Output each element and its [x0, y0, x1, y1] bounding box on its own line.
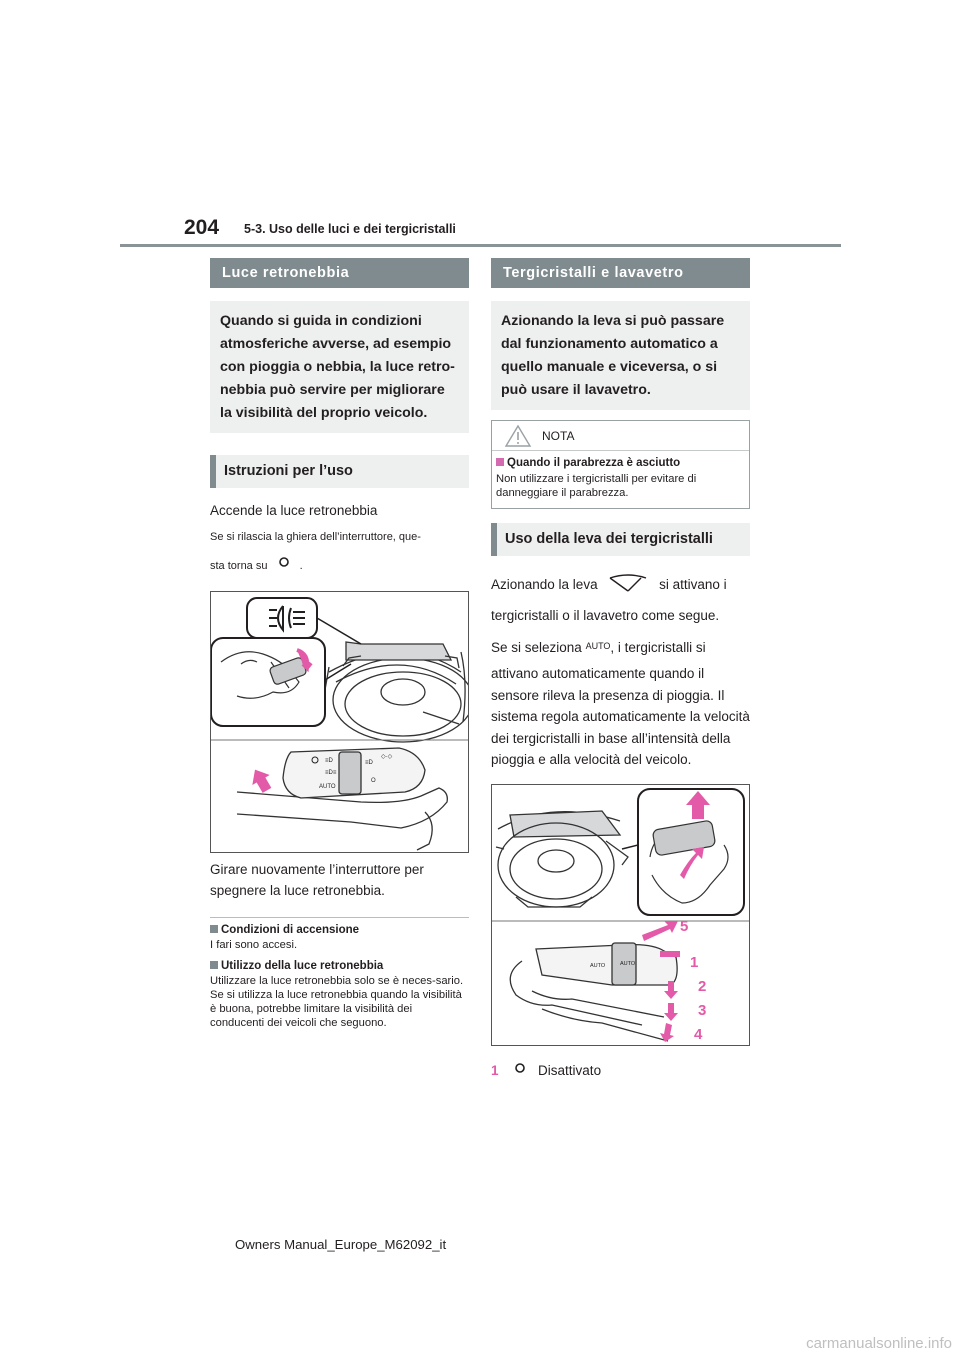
left-column — [210, 258, 469, 1030]
off-position-icon — [512, 1062, 528, 1076]
condition-title-usage — [210, 960, 469, 972]
sub-heading-wiper-lever: Uso della leva dei tergicristalli — [491, 523, 750, 556]
condition-title-text: Condizioni di accensione — [221, 924, 360, 936]
wiper-icon — [605, 574, 651, 594]
condition-title-ignition — [210, 924, 469, 936]
condition-title-text: Utilizzo della luce retronebbia — [221, 960, 384, 972]
svg-text:≡D≡: ≡D≡ — [325, 770, 337, 776]
condition-text-ignition: I fari sono accesi. — [210, 939, 298, 951]
watermark: carmanualsonline.info — [806, 1335, 952, 1352]
auto-label: AUTO — [620, 960, 636, 967]
warning-icon — [504, 424, 532, 448]
divider — [210, 917, 469, 918]
nota-title-text: Quando il parabrezza è asciutto — [507, 457, 681, 469]
lever-paragraph-line1 — [491, 574, 750, 595]
nota-body — [492, 451, 749, 508]
intro-box-wipers: Azionando la leva si può passare dal funzionamento automatico a quello manuale e viceversa, o si può usare il lavavetro. — [491, 301, 750, 410]
auto-paragraph-line1 — [491, 636, 750, 658]
auto-text: Se si seleziona — [491, 640, 582, 655]
figure-label-1: 1 — [690, 953, 699, 971]
section-heading-fog-light: Luce retronebbia — [210, 258, 469, 288]
turn-off-text: Girare nuovamente l’interruttore per spegnere la luce retronebbia. — [210, 862, 424, 898]
page-number: 204 — [184, 216, 220, 239]
svg-text:◇·◇: ◇·◇ — [381, 754, 393, 760]
legend-number: 1 — [491, 1062, 499, 1078]
auto-text: , i tergicristalli si — [610, 640, 706, 655]
right-column — [491, 258, 750, 1078]
figure-label-2: 2 — [698, 977, 707, 995]
release-note-text: sta torna su — [210, 560, 268, 572]
nota-title — [496, 457, 745, 469]
footer-manual-id: Owners Manual_Europe_M62092_it — [235, 1237, 447, 1252]
svg-text:≡D: ≡D — [365, 760, 373, 766]
intro-box-fog-light: Quando si guida in condizioni atmosferiche avverse, ad esempio con pioggia o nebbia, la luce retro-nebbia può servire per migliorare la visibilità del proprio veicolo. — [210, 301, 469, 433]
instruction-text: Accende la luce retronebbia — [210, 503, 378, 518]
nota-text: Non utilizzare i tergicristalli per evitare di danneggiare il parabrezza. — [496, 473, 697, 499]
off-mark: O — [371, 778, 376, 784]
lever-text: Azionando la leva — [491, 577, 598, 592]
legend-text: Disattivato — [538, 1062, 602, 1078]
off-position-icon — [271, 556, 297, 570]
figure-wiper-lever — [491, 784, 750, 1046]
release-note-line1: Se si rilascia la ghiera dell’interruttore, que- — [210, 531, 421, 543]
lever-text: si attivano i — [659, 577, 727, 592]
nota-header — [492, 421, 749, 451]
figure-fog-light-switch — [210, 591, 469, 853]
nota-box — [491, 420, 750, 509]
legend-item-off — [491, 1062, 750, 1078]
condition-text-usage: Utilizzare la luce retronebbia solo se è neces-sario. Se si utilizza la luce retronebbia quando la visibilità è buona, potrebbe limitare la visibilità dei conducenti dei veicoli che seguono. — [210, 975, 464, 1029]
auto-label: AUTO — [319, 784, 336, 790]
svg-text:≡D: ≡D — [325, 758, 333, 764]
auto-symbol: AUTO — [585, 641, 611, 651]
auto-label: AUTO — [590, 962, 606, 969]
release-note-line2 — [210, 556, 469, 577]
section-reference: 5-3. Uso delle luci e dei tergicristalli — [244, 222, 456, 236]
header-rule — [120, 244, 841, 247]
sub-heading-instructions: Istruzioni per l’uso — [210, 455, 469, 488]
release-note-period: . — [299, 560, 303, 572]
lever-paragraph-line2: tergicristalli o il lavavetro come segue. — [491, 608, 720, 623]
figure-label-3: 3 — [698, 1001, 707, 1019]
figure-label-4: 4 — [694, 1025, 703, 1043]
nota-label: NOTA — [542, 429, 575, 443]
auto-paragraph-rest: attivano automaticamente quando il sensore rileva la presenza di pioggia. Il sistema regola automaticamente la velocità dei tergicristalli in base all’intensità della pioggia e alla velocità del veicolo. — [491, 666, 750, 768]
section-heading-wipers: Tergicristalli e lavavetro — [491, 258, 750, 288]
figure-label-5: 5 — [680, 917, 689, 935]
